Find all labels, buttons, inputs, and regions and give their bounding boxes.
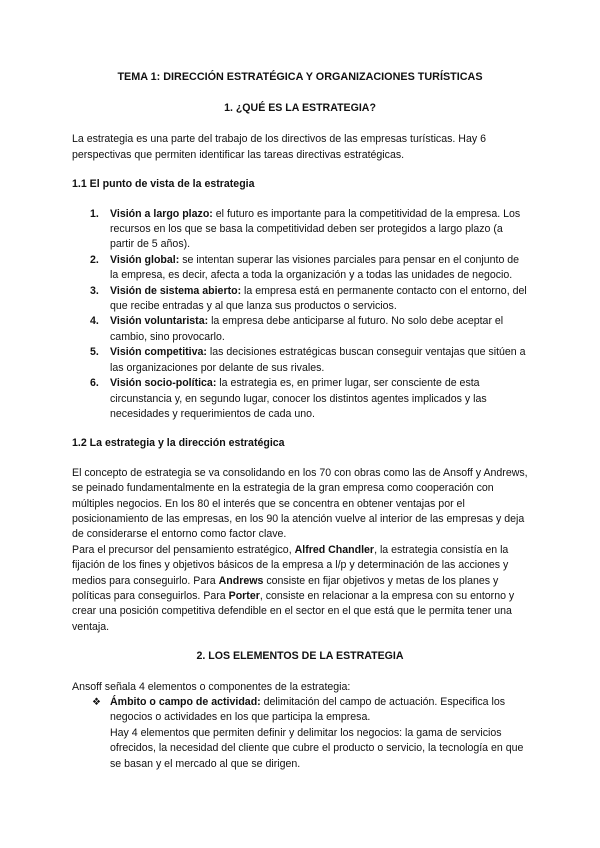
paragraph-history: El concepto de estrategia se va consolidando en los 70 con obras como las de Ansoff y Andrews, se peinado fundamentalmente en la estrategia de la gran empresa como cooperación con múltiples negocios. En los 80 el interés que se concentra en obtener ventajas por el posicionamiento de las empresas, en los 90 la atención vuelve al interior de las empresas y deja de considerarse el entorno como factor clave. bbox=[72, 466, 528, 541]
text-run: consiste en fijar objetivos y metas de los planes y políticas para conseguirlos. Para bbox=[72, 574, 499, 602]
list-number: 4. bbox=[90, 315, 99, 328]
list-item bbox=[90, 207, 528, 253]
list-item bbox=[90, 345, 528, 376]
list-item-term: Visión voluntarista: bbox=[110, 315, 209, 328]
elements-list bbox=[72, 695, 528, 772]
list-item-text: el futuro es importante para la competitividad de la empresa. Los recursos en los que se basa la competitividad deben ser protegidos a largo plazo (a partir de 5 años). bbox=[110, 207, 521, 251]
list-number: 1. bbox=[90, 207, 99, 220]
list-number: 5. bbox=[90, 346, 99, 359]
list-item bbox=[90, 376, 528, 422]
paragraph-authors bbox=[72, 543, 528, 635]
list-item-text: la empresa está en permanente contacto con el entorno, del que recibe entradas y al que lanza sus productos o servicios. bbox=[110, 284, 527, 313]
list-item-term: Ámbito o campo de actividad: bbox=[110, 696, 261, 708]
list-item bbox=[90, 253, 528, 284]
list-item-text: la empresa debe anticiparse al futuro. No solo debe aceptar el cambio, sino provocarlo. bbox=[110, 315, 504, 343]
section-2-title: 2. LOS ELEMENTOS DE LA ESTRATEGIA bbox=[196, 650, 404, 663]
document-title: TEMA 1: DIRECCIÓN ESTRATÉGICA Y ORGANIZACIONES TURÍSTICAS bbox=[117, 71, 483, 83]
list-item-text: la estrategia es, en primer lugar, ser consciente de esta circunstancia y, en segundo lugar, conocer los distintos agentes implicados y las necesidades y requerimientos de cada uno. bbox=[110, 377, 487, 420]
section-1-title: 1. ¿QUÉ ES LA ESTRATEGIA? bbox=[224, 102, 376, 114]
author-andrews: Andrews bbox=[218, 574, 264, 587]
list-item-text: delimitación del campo de actuación. Especifica los negocios o actividades en los que participa la empresa. bbox=[110, 696, 506, 724]
list-number: 6. bbox=[90, 377, 99, 390]
diamond-bullet-icon: ❖ bbox=[92, 697, 101, 708]
list-item-term: Visión a largo plazo: bbox=[110, 207, 213, 220]
text-run: , consiste en relacionar a la empresa con su entorno y crear una posición competitiva defendible en el sector en el que está que le permita tener una ventaja. bbox=[72, 589, 515, 633]
author-chandler: Alfred Chandler bbox=[294, 543, 375, 556]
list-item-text: se intentan superar las visiones parciales para pensar en el conjunto de la empresa, es decir, afecta a toda la organización y a todas las unidades de negocio. bbox=[110, 253, 520, 282]
perspectives-list bbox=[72, 207, 528, 423]
list-item bbox=[90, 314, 528, 345]
list-item-term: Visión competitiva: bbox=[110, 346, 207, 359]
list-item-term: Visión socio-política: bbox=[110, 377, 217, 390]
subsection-1-1-title: 1.1 El punto de vista de la estrategia bbox=[72, 178, 255, 191]
document-page bbox=[72, 70, 528, 772]
intro-paragraph: La estrategia es una parte del trabajo de los directivos de las empresas turísticas. Hay 6 perspectivas que permiten identificar las tareas directivas estratégicas. bbox=[72, 133, 486, 161]
list-item-extra: Hay 4 elementos que permiten definir y delimitar los negocios: la gama de servicios ofrecidos, la necesidad del cliente que cubre el producto o servicio, la tecnología en que se basan y el mercado al que se dirigen. bbox=[110, 726, 524, 770]
text-run: , la estrategia consistía en la fijación de los fines y objetivos básicos de la empresa a l/p y determinación de las acciones y medios para conseguirlo. Para bbox=[72, 543, 509, 587]
list-item-term: Visión global: bbox=[110, 253, 180, 266]
elements-intro: Ansoff señala 4 elementos o componentes de la estrategia: bbox=[72, 680, 351, 693]
list-item-text: las decisiones estratégicas buscan conseguir ventajas que sitúen a las organizaciones por delante de sus rivales. bbox=[110, 346, 526, 374]
list-number: 3. bbox=[90, 284, 99, 297]
list-item bbox=[90, 284, 528, 315]
list-item-term: Visión de sistema abierto: bbox=[110, 284, 242, 297]
author-porter: Porter bbox=[228, 589, 260, 602]
text-run: Para el precursor del pensamiento estratégico, bbox=[72, 543, 295, 556]
list-item bbox=[92, 695, 528, 772]
list-number: 2. bbox=[90, 253, 99, 266]
subsection-1-2-title: 1.2 La estrategia y la dirección estratégica bbox=[72, 437, 285, 450]
